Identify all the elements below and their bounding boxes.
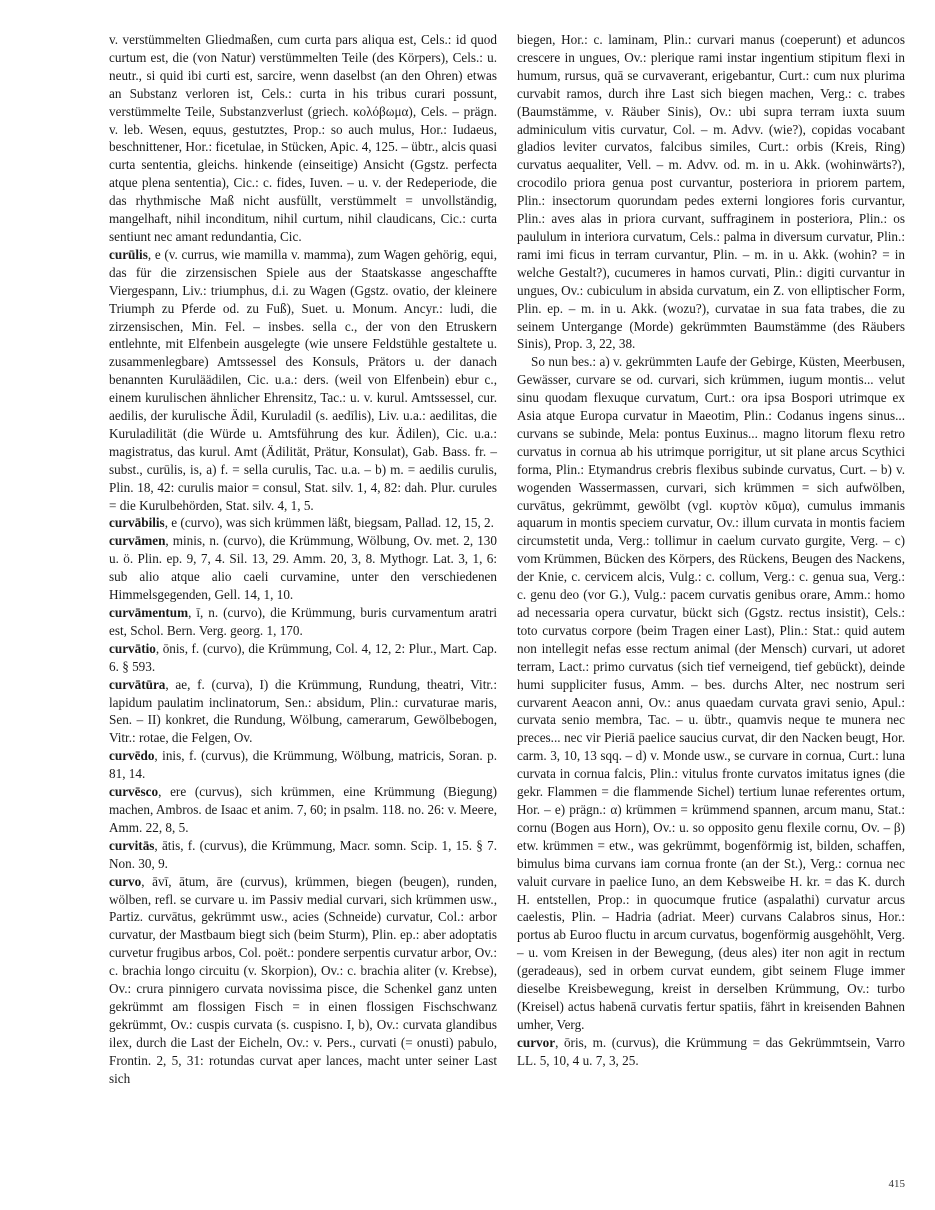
entry-continuation: v. verstümmelten Gliedmaßen, cum curta pars aliqua est, Cels.: id quod curtum est, die (von Natur) verstümmelten Teile (des Körpers), Cels.: u. neutr., si quid ibi curti est, sarcire, wenn daselbst (an den Ohren) etwas an Substanz verloren ist, Cels.: curta in his tribus curari possunt, verstümmelte Teile, Substanzverlust (griech. κολόβωμα), Cels. – prägn. v. leb. Wesen, equus, gestutztes, Prop.: so auch mulus, Hor.: Iudaeus, beschnittener, Hor.: ficetulae, in Stücken, Apic. 4, 125. – übtr., alcis quasi curta sententia, gleichs. hinkende (einseitige) Ansicht (Ggstz. perfecta atque plena sententia), Cic.: c. fides, Iuven. – u. v. der Redeperiode, die das rhythmische Maß nicht ausfüllt, verstümmelt = unvollständig, mangelhaft, nihil inconditum, nihil curtum, nihil claudicans, Cic.: curta sentiunt nec amant redundantia, Cic. [109,32,497,244]
entry-curvamentum [109,604,497,640]
headword: curvātio [109,640,156,656]
entry-curvesco [109,783,497,837]
entry-body: , minis, n. (curvo), die Krümmung, Wölbung, Ov. met. 2, 130 u. ö. Plin. ep. 9, 7, 4. Sil. 13, 29. Amm. 20, 3, 8. Mythogr. Lat. 3, 1, 6: sub alio atque alio caeli curvamine, unter den verschiedenen Himmelsgegenden, Gell. 14, 1, 10. [109,533,497,603]
left-column [109,31,497,1087]
headword: curvor [517,1034,556,1050]
headword: curvo [109,873,142,889]
page-number: 415 [888,1178,905,1190]
entry-curvatio [109,640,497,676]
entry-curulis [109,246,497,515]
entry-curvedo [109,747,497,783]
entry-body: , e (curvo), was sich krümmen läßt, biegsam, Pallad. 12, 15, 2. [164,515,494,531]
headword: curvāmentum [109,605,189,620]
entry-body: , ātis, f. (curvus), die Krümmung, Macr. somn. Scip. 1, 15. § 7. Non. 30, 9. [109,837,497,871]
entry-body: , ōris, m. (curvus), die Krümmung = das Gekrümmtsein, Varro LL. 5, 10, 4 u. 7, 3, 25. [517,1034,905,1068]
headword: curvātūra [109,676,166,692]
entry-body: , ere (curvus), sich krümmen, eine Krümmung (Biegung) machen, Ambros. de Isaac et anim. 7, 60; in psalm. 118. no. 26: v. Meere, Amm. 22, 8, 5. [109,784,497,835]
headword: curvitās [109,837,155,853]
headword: curvēdo [109,748,155,764]
headword: curvēsco [109,784,159,800]
headword: curvābilis [109,515,165,531]
entry-curvor [517,1034,905,1070]
entry-body: , ae, f. (curva), I) die Krümmung, Rundung, theatri, Vitr.: lapidum paulatim inclinatorum, Sen.: absidum, Plin.: curvaturae maris, Sen. – II) konkret, die Rundung, Wölbung, camerarum, Gewölbebogen, Vitr.: rotae, die Felgen, Ov. [109,676,497,746]
entry-curvo [109,873,497,1088]
entry-curvatura [109,676,497,748]
entry-body: , āvī, ātum, āre (curvus), krümmen, biegen (beugen), runden, wölben, refl. se curvare u. im Passiv medial curvari, sich krümmen usw., Partiz. curvātus, gekrümmt usw., acies (Schneide) curvatur, Col.: arbor curvatur, der Mastbaum biegt sich (beim Sturm), Plin. ep.: aber adoptatis curvetur frugibus arbos, Col. poët.: pondere serpentis curvatur arbor, Ov.: c. brachia longo circuitu (v. Skorpion), Ov.: c. brachia aliter (v. Krebse), Ov.: crura pinnigero curvata novissima pisce, die Schenkel ganz unten gekrümmt am flossigen Fisch = in einen flossigen Fischschwanz gekrümmt, Ov.: cuspis curvata (s. cuspisno. I, b), Ov.: curvata glandibus ilex, durch die Last der Eicheln, Ov.: v. Pers., curvati (= onusti) pabulo, Frontin. 2, 5, 31: rotundas curvat aper lances, macht unter seiner Last sich [109,873,497,1086]
entry-continuation: biegen, Hor.: c. laminam, Plin.: curvari manus (coeperunt) et aduncos crescere in ungues, Ov.: plerique rami instar ingentium stipitum flexi in humum, rursus, quā se curvaverant, erigebantur, Curt.: cum nux plurima curvabit ramos, durch ihre Last sich biegen machen, Verg.: c. trabes (Baumstämme, v. Räuber Sinis), Ov.: ubi supra terram iuxta suum adminiculum vitis curvatur, Col. – m. Advv. (wie?), copidas vocabant gladios leviter curvatos, falcibus similes, Curt.: orbis (Kreis, Ring) curvatus aequaliter, Vell. – m. Advv. od. m. in u. Akk. (wohinwärts?), crocodilo priora genua post curvantur, posteriora in priorem partem, Plin.: insectorum quorundam pedes externi longiores foris curvantur, Plin.: aves alas in priora curvant, suffraginem in posteriora, Plin.: os paululum in interiora curvatum, Cels.: palma in diversum curvatur, Plin.: rami imi ficus in terram curvantur, Plin. – m. in u. Akk. (wohin? = in welche Gestalt?), cucumeres in hamos curvati, Plin.: digiti curvantur in ungues, Ov.: cubiculum in absida curvatum, ein Z. von elliptischer Form, Plin. ep. – m. in u. Akk. (wozu?), curvatae in sua fata trabes, die zu seinem Untergange (Morde) gekrümmten Baumstämme (des Räubers Sinis), Prop. 3, 22, 38. [517,32,905,352]
entry-curvitas [109,837,497,873]
entry-curvabilis [109,514,497,532]
headword: curūlis [109,246,148,262]
right-column [517,31,905,1070]
entry-body: , ī, n. (curvo), die Krümmung, buris curvamentum aratri est, Schol. Bern. Verg. georg. 1, 170. [109,605,497,638]
headword: curvāmen [109,533,166,549]
entry-subsection: So nun bes.: a) v. gekrümmten Laufe der Gebirge, Küsten, Meerbusen, Gewässer, curvare se od. curvari, sich krümmen, iugum montis... velut sinu quodam flexuque curvatum, Curt.: ora ipsa Bospori utrimque ex Asia atque Europa curvatur in Maeotim, Plin.: Codanus ingens sinus... curvans se subinde, Mela: pontus Euxinus... magno litorum flexu retro curvatus in cornua ab his utrimque porrigitur, ut sit plane arcus Scythici forma, Plin.: Etymandrus crebris flexibus subinde curvatus, Curt. – b) v. wogenden Wassermassen, curvari, sich krümmen = sich aufwölben, curvātus, gekrümmt, gewölbt (vgl. κυρτὸν κῦμα), cumulus immanis aquarum in montis speciem curvatur, Ov.: illum curvata in montis faciem circumstetit unda, Verg.: tollimur in caelum curvato gurgite, Verg. – c) vom Krümmen, Bücken des Körpers, des Rückens, Beugen des Nackens, der Knie, c. cervicem alcis, Vulg.: c. collum, Verg.: c. genua sua, Verg.: c. genu deo (vor G.), Vulg.: pacem curvatis genibus orare, Amm.: homo ad necessaria opera curvatur, bückt sich (Ggstz. rectus insistit), Cels.: toto curvatus corpore (beim Tragen einer Last), Plin.: Stat.: quid autem non intellegit nefas esse rectum animal (der Mensch) curvari, ut adoret terram, Lact.: primo curvatus (sich tief verneigend, tief gebückt), deinde humi suppliciter fusus, Amm. – bes. durchs Alter, nec nostrum seri curvarent Aeacon anni, Ov.: anus quaedam curvata gravi senio, Apul.: curvata senio membra, Tac. – u. übtr., quamvis neque te munera nec preces... nec vir Pieriā paelice saucius curvat, dir den Nacken beugt, Hor. carm. 3, 10, 13 sqq. – d) v. Monde usw., se curvare in cornua, Curt.: luna curvata in cornua falcis, Plin.: vitulus fronte curvatos imitatus ignes (die gekr. Flammen = die flammende Sichel) tertium lunae referentes ortum, Hor. – e) prägn.: α) krümmen = krümmend spannen, arcum manu, Stat.: cornu (Bogen aus Horn), Ov.: u. so opposito genu flexile cornu, Ov. – β) etw. krümmen = etw., was gekrümmt, bogenförmig ist, bilden, schaffen, bimulus bima curvans iam cornua fronte (an der St.), Verg.: cornua nec valuit curvare in paelice Iuno, an dem Kebsweibe H. kr. = das K. durch H. entstellen, Prop.: in quocumque frutice (aspalathi) curvatur arcus caelestis, Plin. – Hadria (adriat. Meer) curvans Calabros sinus, Hor.: portus ab Euroo fluctu in arcum curvatus, bogenförmig ausgehöhlt, Verg. – u. vom Kreisen in der Bewegung, (deus ales) iter non agit in rectum (geradeaus), sed in orbem curvat eundem, gibt seinem Fluge immer dieselbe Kreisbewegung, kreist in derselben Krümmung, Ov.: turbo (Kreisel) actus habenā curvatis fertur spatiis, fährt in kreisenden Bahnen umher, Verg. [517,354,905,1032]
entry-curvamen [109,532,497,604]
entry-body: , inis, f. (curvus), die Krümmung, Wölbung, matricis, Soran. p. 81, 14. [109,748,497,782]
entry-body: , ōnis, f. (curvo), die Krümmung, Col. 4, 12, 2: Plur., Mart. Cap. 6. § 593. [109,640,497,674]
entry-body: , e (v. currus, wie mamilla v. mamma), zum Wagen gehörig, equi, das für die zirzensischen Spiele aus der Staatskasse angeschaffte Viergespann, Liv.: triumphus, d.i. zu Wagen (Ggstz. ovatio, der kleinere Triumph zu Pferde od. zu Fuß), Suet. u. Monum. Ancyr.: ludi, die zirzensischen, Min. Fel. – insbes. sella c., der von den Etruskern entlehnte, mit Elfenbein ausgelegte (wie unsere Feldstühle gestaltete u. zusammenlegbare) Amtssessel des Konsuls, Prätors u. der danach benannten Kuruläädilen, Cic. u.a.: ders. (weil von Elfenbein) ebur c., einem kurulischen ähnlicher Ehrensitz, Tac.: u. v. kurul. Amtssessel, cur. aedilis, der kurulische Ädil, Kuruladil (s. aedīlis), Liv. u.a.: aedilitas, die Kuruladilität (die Würde u. Amtsführung des kur. Ädilen), Cic. u.a.: magistratus, das kurul. Amt (Ädilität, Prätur, Konsulat), Gab. Bass. fr. – subst., curūlis, is, a) f. = sella curulis, Tac. u.a. – b) m. = aedilis curulis, Plin. 18, 42: curulis maior = consul, Stat. silv. 1, 4, 82: dah. Plur. curules = die Kurulbehörden, Stat. silv. 4, 1, 5. [109,246,497,513]
